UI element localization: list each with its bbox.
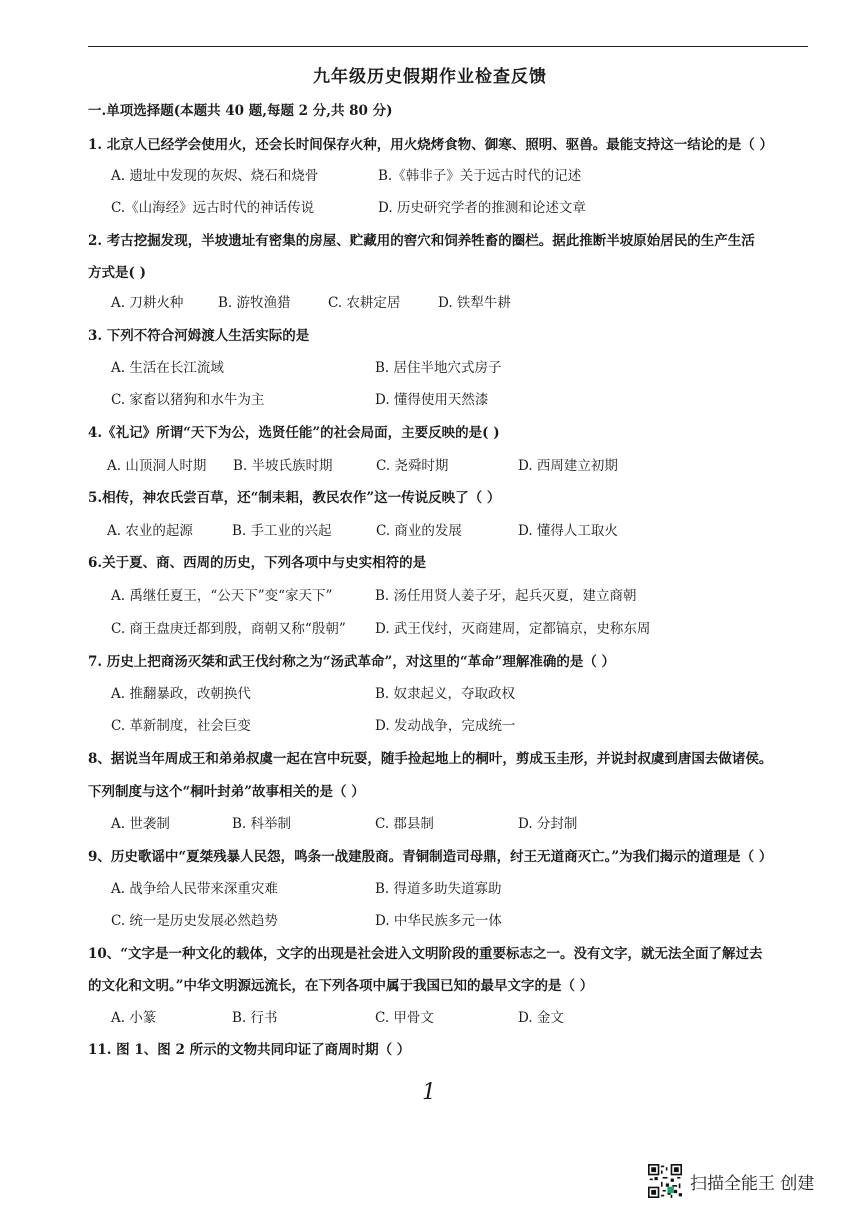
question-3-option-d: D. 懂得使用天然漆 bbox=[375, 392, 489, 408]
qr-code-icon bbox=[648, 1164, 682, 1198]
page-title: 九年级历史假期作业检查反馈 bbox=[313, 67, 547, 87]
page-number: 1 bbox=[422, 1080, 436, 1105]
question-10-stem-cont: 的文化和文明。”中华文明源远流长，在下列各项中属于我国已知的最早文字的是（ ） bbox=[88, 978, 594, 994]
question-4-stem: 4.《礼记》所谓“天下为公，选贤任能”的社会局面，主要反映的是( ) bbox=[88, 425, 500, 441]
question-2-option-a: A. 刀耕火种 bbox=[111, 295, 184, 311]
question-5-option-d: D. 懂得人工取火 bbox=[518, 523, 618, 539]
question-2-option-b: B. 游牧渔猎 bbox=[218, 295, 291, 311]
question-6-option-d: D. 武王伐纣，灭商建周，定都镐京，史称东周 bbox=[375, 621, 651, 637]
question-5-option-a: A. 农业的起源 bbox=[107, 523, 193, 539]
question-8-option-c: C. 郡县制 bbox=[375, 816, 434, 832]
question-10-option-b: B. 行书 bbox=[232, 1010, 278, 1026]
question-1-option-b: B.《韩非子》关于远古时代的记述 bbox=[378, 168, 582, 184]
question-10-option-c: C. 甲骨文 bbox=[375, 1010, 434, 1026]
question-11-stem: 11. 图 1、图 2 所示的文物共同印证了商周时期（ ） bbox=[88, 1042, 411, 1058]
question-6-option-c: C. 商王盘庚迁都到殷，商朝又称“殷朝” bbox=[111, 621, 346, 637]
question-4-option-b: B. 半坡氏族时期 bbox=[233, 458, 333, 474]
question-9-option-c: C. 统一是历史发展必然趋势 bbox=[111, 913, 278, 929]
question-7-option-a: A. 推翻暴政，改朝换代 bbox=[111, 686, 251, 702]
question-1-option-c: C.《山海经》远古时代的神话传说 bbox=[111, 200, 315, 216]
question-5-option-c: C. 商业的发展 bbox=[376, 523, 462, 539]
section-heading: 一.单项选择题(本题共 40 题,每题 2 分,共 80 分) bbox=[88, 103, 393, 119]
question-8-option-d: D. 分封制 bbox=[518, 816, 578, 832]
question-4-option-d: D. 西周建立初期 bbox=[518, 458, 618, 474]
question-3-option-a: A. 生活在长江流域 bbox=[111, 360, 224, 376]
question-3-option-b: B. 居住半地穴式房子 bbox=[375, 360, 502, 376]
question-1-option-d: D. 历史研究学者的推测和论述文章 bbox=[378, 200, 586, 216]
question-6-option-a: A. 禹继任夏王，“公天下”变“家天下” bbox=[111, 588, 333, 604]
question-9-stem: 9、历史歌谣中“夏桀残暴人民怨，鸣条一战建殷商。青铜制造司母鼎，纣王无道商灭亡。”为我们揭示的道理是（ ） bbox=[88, 849, 773, 865]
question-2-stem: 2. 考古挖掘发现，半坡遗址有密集的房屋、贮藏用的窖穴和饲养牲畜的圈栏。据此推断半坡原始居民的生产生活 bbox=[88, 233, 755, 249]
question-8-option-a: A. 世袭制 bbox=[111, 816, 170, 832]
scanner-watermark bbox=[648, 1163, 814, 1199]
question-2-option-c: C. 农耕定居 bbox=[328, 295, 401, 311]
question-2-stem-cont: 方式是( ) bbox=[88, 265, 146, 281]
question-6-stem: 6.关于夏、商、西周的历史，下列各项中与史实相符的是 bbox=[88, 555, 427, 571]
question-2-option-d: D. 铁犁牛耕 bbox=[438, 295, 511, 311]
question-5-option-b: B. 手工业的兴起 bbox=[232, 523, 332, 539]
question-7-option-b: B. 奴隶起义，夺取政权 bbox=[375, 686, 516, 702]
question-1-option-a: A. 遗址中发现的灰烬、烧石和烧骨 bbox=[111, 168, 319, 184]
question-7-option-d: D. 发动战争，完成统一 bbox=[375, 718, 516, 734]
question-5-stem: 5.相传，神农氏尝百草，还“制耒耜，教民农作”这一传说反映了（ ） bbox=[88, 490, 501, 506]
top-rule bbox=[88, 46, 808, 47]
question-4-option-a: A. 山顶洞人时期 bbox=[107, 458, 207, 474]
question-3-stem: 3. 下列不符合河姆渡人生活实际的是 bbox=[88, 328, 310, 344]
question-7-stem: 7. 历史上把商汤灭桀和武王伐纣称之为“汤武革命”，对这里的“革命”理解准确的是（ ） bbox=[88, 654, 616, 670]
question-7-option-c: C. 革新制度，社会巨变 bbox=[111, 718, 251, 734]
question-10-stem: 10、“文字是一种文化的载体，文字的出现是社会进入文明阶段的重要标志之一。没有文字，就无法全面了解过去 bbox=[88, 946, 763, 962]
question-8-stem: 8、据说当年周成王和弟弟叔虞一起在宫中玩耍，随手捡起地上的桐叶，剪成玉圭形，并说封叔虞到唐国去做诸侯。 bbox=[88, 751, 773, 767]
question-9-option-d: D. 中华民族多元一体 bbox=[375, 913, 502, 929]
question-4-option-c: C. 尧舜时期 bbox=[376, 458, 449, 474]
question-10-option-a: A. 小篆 bbox=[111, 1010, 157, 1026]
question-8-stem-cont: 下列制度与这个“桐叶封弟”故事相关的是（ ） bbox=[88, 784, 365, 800]
question-6-option-b: B. 汤任用贤人姜子牙，起兵灭夏，建立商朝 bbox=[375, 588, 637, 604]
question-9-option-a: A. 战争给人民带来深重灾难 bbox=[111, 881, 278, 897]
question-9-option-b: B. 得道多助失道寡助 bbox=[375, 881, 502, 897]
question-10-option-d: D. 金文 bbox=[518, 1010, 564, 1026]
question-8-option-b: B. 科举制 bbox=[232, 816, 292, 832]
question-3-option-c: C. 家畜以猪狗和水牛为主 bbox=[111, 392, 265, 408]
question-1-stem: 1. 北京人已经学会使用火，还会长时间保存火种，用火烧烤食物、御寒、照明、驱兽。最能支持这一结论的是（ ） bbox=[88, 137, 773, 153]
watermark-text: 扫描全能王 创建 bbox=[690, 1173, 815, 1194]
